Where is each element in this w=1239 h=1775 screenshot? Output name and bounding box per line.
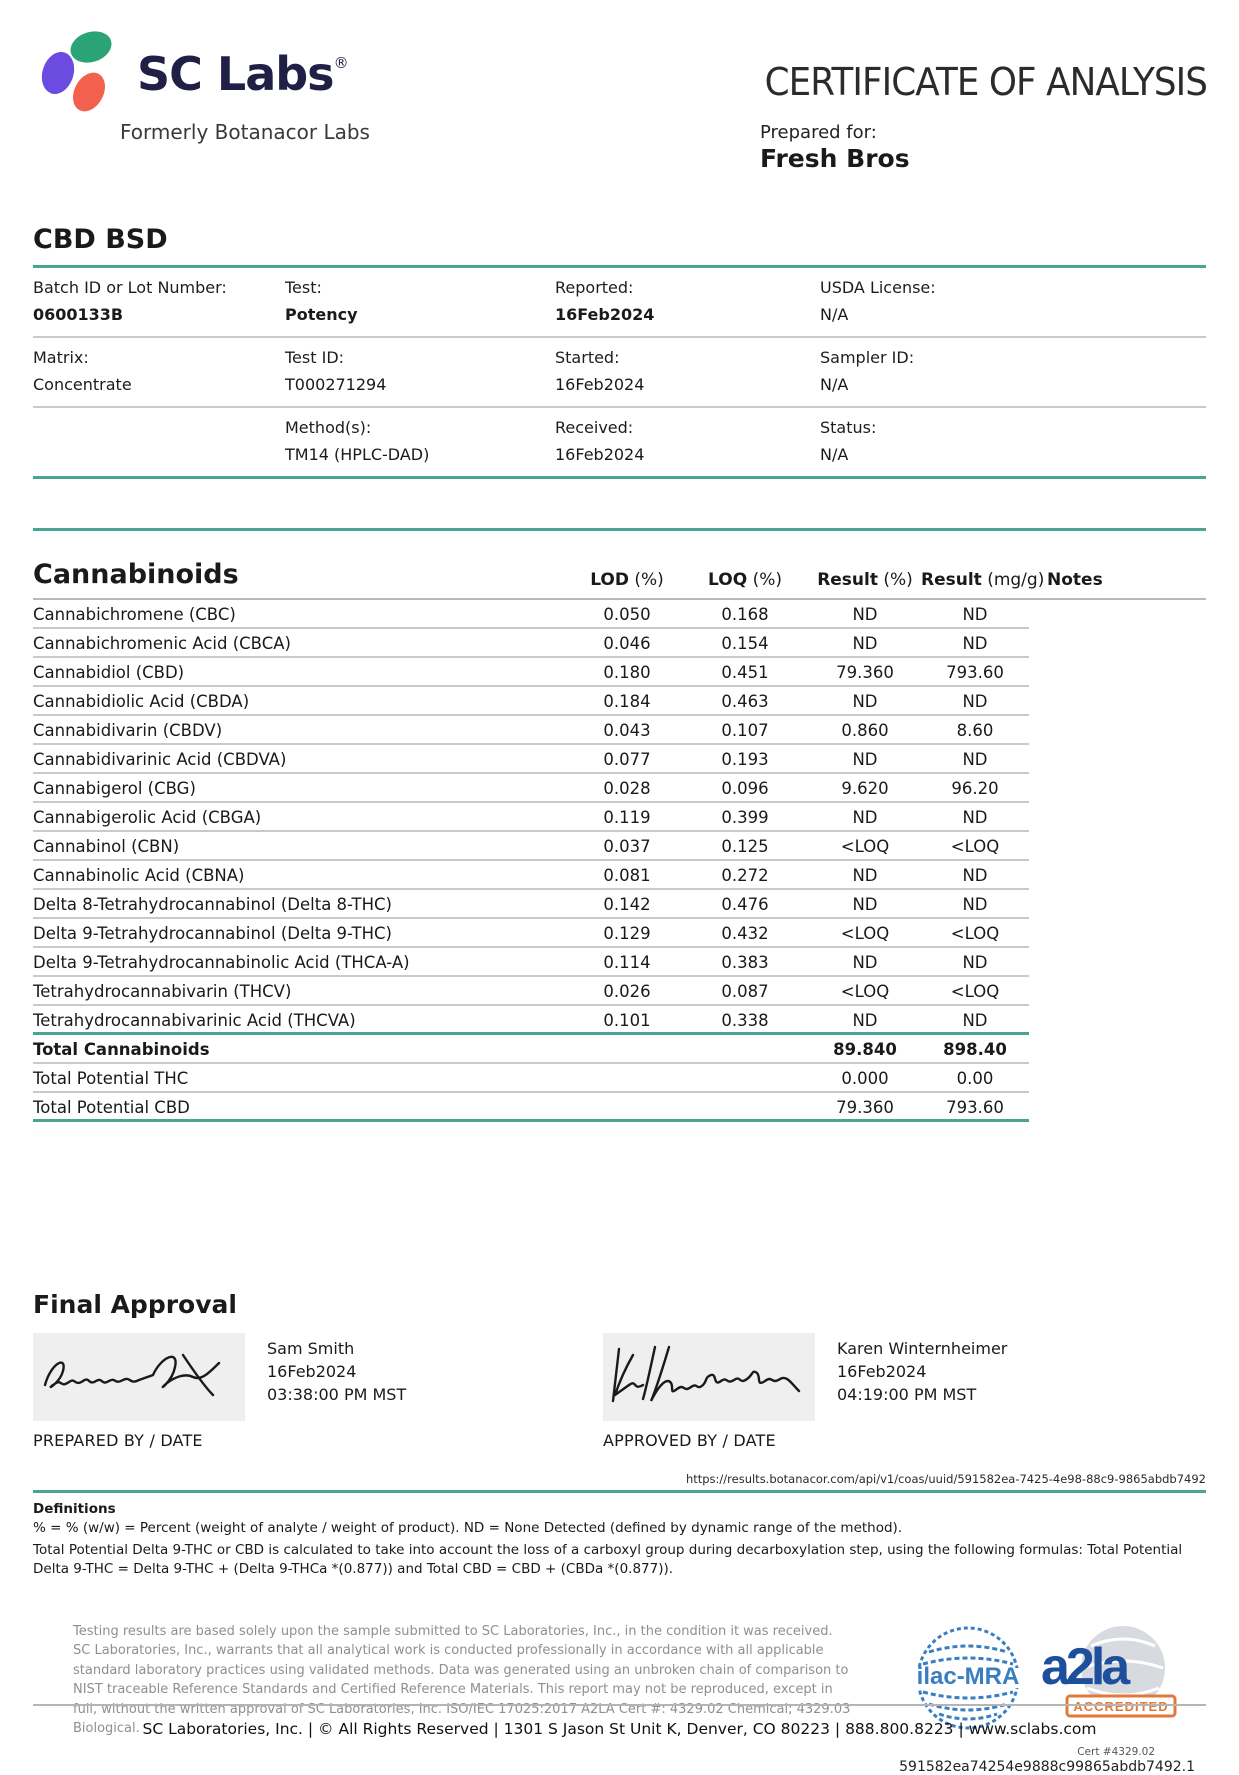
sample-info-cell: [820, 348, 1206, 394]
field-value: N/A: [820, 445, 849, 464]
field-label: Method(s):: [285, 418, 372, 437]
result-pct-value: ND: [852, 866, 878, 885]
result-mgg-value: 96.20: [951, 779, 999, 798]
cannabinoids-totals: [33, 1035, 1206, 1122]
analyte-name: Tetrahydrocannabivarinic Acid (THCVA): [33, 1011, 356, 1030]
prepared-by-block: [33, 1333, 603, 1421]
brand-tagline: Formerly Botanacor Labs: [120, 120, 370, 144]
prepared-for-label: Prepared for:: [760, 122, 877, 143]
svg-text:a2la: a2la: [1041, 1637, 1127, 1696]
lod-value: 0.050: [603, 605, 651, 624]
field-label: Batch ID or Lot Number:: [33, 278, 227, 297]
sample-info-cell: [555, 278, 820, 324]
analyte-name: Tetrahydrocannabivarin (THCV): [33, 982, 292, 1001]
analyte-row: [33, 745, 1206, 774]
analyte-row: [33, 948, 1206, 977]
approved-signature-image: [603, 1333, 815, 1421]
header: [33, 28, 1206, 206]
loq-value: 0.272: [721, 866, 769, 885]
approved-signer-name: Karen Winternheimer: [837, 1339, 1008, 1358]
loq-value: 0.432: [721, 924, 769, 943]
lod-value: 0.142: [603, 895, 651, 914]
definitions: [33, 1501, 1206, 1580]
analyte-row: [33, 658, 1206, 687]
field-label: Test ID:: [285, 348, 345, 367]
analyte-name: Delta 8-Tetrahydrocannabinol (Delta 8-THC): [33, 895, 392, 914]
analyte-row: [33, 600, 1206, 629]
brand-name: SC Labs®: [137, 47, 348, 101]
result-pct-value: ND: [852, 895, 878, 914]
sample-info-cell: [820, 418, 1206, 464]
definitions-line-2: Total Potential Delta 9-THC or CBD is calculated to take into account the loss of a carboxyl group during decarboxylation step, using the following formulas: Total Potential Delta 9-THC = Delta 9-THC + (Delta 9-THCa *(0.877)) and Total CBD = CBD + (CBDa *(0.877)).: [33, 1541, 1183, 1578]
result-pct-value: 79.360: [836, 663, 894, 682]
field-value: N/A: [820, 375, 849, 394]
cannabinoids-section: [33, 528, 1206, 1122]
loq-value: 0.096: [721, 779, 769, 798]
lod-value: 0.043: [603, 721, 651, 740]
field-value: 0600133B: [33, 305, 124, 324]
footer-text: SC Laboratories, Inc. | © All Rights Reserved | 1301 S Jason St Unit K, Denver, CO 80223 | 888.800.8223 | www.sclabs.com: [33, 1704, 1206, 1738]
cannabinoids-header-row: [33, 531, 1206, 600]
lod-value: 0.046: [603, 634, 651, 653]
result-mgg-value: <LOQ: [950, 924, 1000, 943]
sample-info-cell: [285, 418, 555, 464]
field-label: Received:: [555, 418, 634, 437]
definitions-title: Definitions: [33, 1501, 116, 1517]
analyte-row: [33, 832, 1206, 861]
loq-value: 0.154: [721, 634, 769, 653]
col-result-pct: Result (%): [817, 570, 913, 590]
prepared-sign-time: 03:38:00 PM MST: [267, 1385, 407, 1405]
loq-value: 0.125: [721, 837, 769, 856]
sample-info-cell: [285, 348, 555, 394]
result-mgg-value: ND: [962, 634, 988, 653]
brand-logo: [41, 30, 370, 144]
lod-value: 0.180: [603, 663, 651, 682]
result-pct-value: 89.840: [833, 1040, 897, 1059]
field-value: 16Feb2024: [555, 305, 655, 324]
disclaimer-text: Testing results are based solely upon the sample submitted to SC Laboratories, Inc., in the condition it was received. SC Laboratories, Inc., warrants that all analytical work is conducted professionally in accordance with all applicable standard laboratory practices using validated methods. Data was generated using an unbroken chain of comparison to NIST traceable Reference Standards and Certified Reference Materials. This report may not be reproduced, except in full, without the written approval of SC Laboratories, Inc. ISO/IEC 17025:2017 A2LA Cert #: 4329.02 Chemical; 4329.03 Biological.: [73, 1623, 851, 1737]
result-mgg-value: ND: [962, 692, 988, 711]
analyte-row: [33, 687, 1206, 716]
disclaimer-section: [33, 1622, 1206, 1775]
sample-info-cell: [555, 418, 820, 464]
sample-info-cell: [33, 278, 285, 324]
analyte-row: [33, 629, 1206, 658]
col-notes: Notes: [1047, 570, 1103, 590]
result-mgg-value: ND: [962, 895, 988, 914]
analyte-row: [33, 919, 1206, 948]
final-approval-title: Final Approval: [33, 1290, 237, 1319]
field-label: Status:: [820, 418, 877, 437]
lod-value: 0.129: [603, 924, 651, 943]
analyte-row: [33, 716, 1206, 745]
sample-info-row: [33, 408, 1206, 476]
section-divider: [33, 1490, 1206, 1493]
total-row: [33, 1035, 1206, 1064]
lod-value: 0.184: [603, 692, 651, 711]
loq-value: 0.087: [721, 982, 769, 1001]
analyte-name: Cannabigerolic Acid (CBGA): [33, 808, 262, 827]
analyte-name: Cannabidiolic Acid (CBDA): [33, 692, 250, 711]
lod-value: 0.037: [603, 837, 651, 856]
client-name: Fresh Bros: [760, 144, 910, 173]
result-pct-value: 79.360: [836, 1098, 894, 1117]
loq-value: 0.476: [721, 895, 769, 914]
cannabinoids-rows: [33, 600, 1206, 1035]
lod-value: 0.077: [603, 750, 651, 769]
result-pct-value: ND: [852, 692, 878, 711]
accreditation-badges: [895, 1622, 1195, 1775]
svg-text:ACCREDITED: ACCREDITED: [1073, 1698, 1169, 1714]
coa-url-link[interactable]: https://results.botanacor.com/api/v1/coas/uuid/591582ea-7425-4e98-88c9-9865abdb7492: [685, 1472, 1206, 1486]
sample-info-cell: [555, 348, 820, 394]
total-label: Total Potential CBD: [33, 1098, 190, 1117]
result-mgg-value: 8.60: [956, 721, 994, 740]
result-mgg-value: ND: [962, 1011, 988, 1030]
definitions-line-1: % = % (w/w) = Percent (weight of analyte / weight of product). ND = None Detected (defined by dynamic range of the method).: [33, 1520, 903, 1536]
sample-info-cell: [33, 418, 285, 464]
approved-by-block: [603, 1333, 1173, 1421]
loq-value: 0.463: [721, 692, 769, 711]
result-mgg-value: ND: [962, 750, 988, 769]
prepared-signer-name: Sam Smith: [267, 1339, 355, 1358]
sclabs-logo-icon: [41, 30, 123, 118]
analyte-name: Cannabidiol (CBD): [33, 663, 185, 682]
analyte-row: [33, 774, 1206, 803]
total-row: [33, 1093, 1206, 1122]
field-label: Matrix:: [33, 348, 89, 367]
total-label: Total Cannabinoids: [33, 1040, 210, 1059]
loq-value: 0.193: [721, 750, 769, 769]
field-label: USDA License:: [820, 278, 936, 297]
result-mgg-value: 898.40: [943, 1040, 1007, 1059]
analyte-row: [33, 861, 1206, 890]
result-pct-value: ND: [852, 605, 878, 624]
loq-value: 0.107: [721, 721, 769, 740]
field-value: T000271294: [285, 375, 387, 394]
sample-title: CBD BSD: [33, 224, 168, 255]
result-mgg-value: 793.60: [946, 1098, 1004, 1117]
loq-value: 0.399: [721, 808, 769, 827]
report-hash: 591582ea74254e9888c99865abdb7492.1: [899, 1758, 1195, 1775]
cannabinoids-title: Cannabinoids: [33, 559, 239, 590]
field-label: Test:: [285, 278, 322, 297]
lod-value: 0.101: [603, 1011, 651, 1030]
lod-value: 0.119: [603, 808, 651, 827]
col-loq: LOQ (%): [708, 570, 782, 590]
result-mgg-value: 793.60: [946, 663, 1004, 682]
lod-value: 0.028: [603, 779, 651, 798]
sample-info-row: [33, 338, 1206, 408]
result-mgg-value: ND: [962, 808, 988, 827]
result-pct-value: <LOQ: [840, 982, 890, 1001]
loq-value: 0.168: [721, 605, 769, 624]
registered-mark: ®: [333, 54, 348, 72]
analyte-name: Cannabichromenic Acid (CBCA): [33, 634, 291, 653]
analyte-name: Cannabidivarin (CBDV): [33, 721, 223, 740]
field-label: Reported:: [555, 278, 634, 297]
analyte-name: Cannabinolic Acid (CBNA): [33, 866, 245, 885]
col-lod: LOD (%): [590, 570, 664, 590]
field-value: TM14 (HPLC-DAD): [285, 445, 430, 464]
analyte-name: Cannabinol (CBN): [33, 837, 180, 856]
analyte-row: [33, 803, 1206, 832]
loq-value: 0.383: [721, 953, 769, 972]
analyte-row: [33, 977, 1206, 1006]
svg-text:ilac-MRA: ilac-MRA: [916, 1662, 1020, 1690]
loq-value: 0.451: [721, 663, 769, 682]
result-pct-value: ND: [852, 808, 878, 827]
result-pct-value: 0.860: [841, 721, 889, 740]
result-pct-value: ND: [852, 1011, 878, 1030]
sample-info-cell: [820, 278, 1206, 324]
result-mgg-value: ND: [962, 953, 988, 972]
analyte-name: Cannabigerol (CBG): [33, 779, 196, 798]
sample-info-grid: [33, 265, 1206, 479]
total-row: [33, 1064, 1206, 1093]
analyte-name: Delta 9-Tetrahydrocannabinol (Delta 9-THC): [33, 924, 392, 943]
analyte-name: Delta 9-Tetrahydrocannabinolic Acid (THCA-A): [33, 953, 410, 972]
lod-value: 0.114: [603, 953, 651, 972]
approved-by-label: APPROVED BY / DATE: [603, 1431, 776, 1450]
field-value: Concentrate: [33, 375, 132, 394]
field-value: 16Feb2024: [555, 445, 645, 464]
lod-value: 0.026: [603, 982, 651, 1001]
signature-row: [33, 1333, 1206, 1421]
field-label: Sampler ID:: [820, 348, 915, 367]
result-pct-value: ND: [852, 634, 878, 653]
lod-value: 0.081: [603, 866, 651, 885]
field-value: Potency: [285, 305, 358, 324]
sample-info-cell: [285, 278, 555, 324]
result-mgg-value: 0.00: [956, 1069, 994, 1088]
prepared-by-label: PREPARED BY / DATE: [33, 1431, 203, 1450]
field-label: Started:: [555, 348, 620, 367]
cert-number: Cert #4329.02: [1077, 1745, 1155, 1758]
prepared-signature-image: [33, 1333, 245, 1421]
analyte-name: Cannabidivarinic Acid (CBDVA): [33, 750, 287, 769]
approved-sign-date: 16Feb2024: [837, 1362, 927, 1382]
field-value: 16Feb2024: [555, 375, 645, 394]
field-value: N/A: [820, 305, 849, 324]
result-mgg-value: ND: [962, 866, 988, 885]
prepared-sign-date: 16Feb2024: [267, 1362, 357, 1382]
total-label: Total Potential THC: [33, 1069, 189, 1088]
result-mgg-value: ND: [962, 605, 988, 624]
result-mgg-value: <LOQ: [950, 837, 1000, 856]
analyte-name: Cannabichromene (CBC): [33, 605, 236, 624]
result-pct-value: <LOQ: [840, 924, 890, 943]
sample-info-cell: [33, 348, 285, 394]
approved-sign-time: 04:19:00 PM MST: [837, 1385, 977, 1405]
result-pct-value: 9.620: [841, 779, 889, 798]
coa-title: CERTIFICATE OF ANALYSIS: [764, 60, 1207, 104]
col-result-mgg: Result (mg/g): [921, 570, 1045, 590]
signature-roles-row: [33, 1421, 1206, 1450]
result-mgg-value: <LOQ: [950, 982, 1000, 1001]
result-pct-value: 0.000: [841, 1069, 889, 1088]
result-pct-value: <LOQ: [840, 837, 890, 856]
sample-info-row: [33, 268, 1206, 338]
analyte-row: [33, 1006, 1206, 1035]
analyte-row: [33, 890, 1206, 919]
result-pct-value: ND: [852, 953, 878, 972]
result-pct-value: ND: [852, 750, 878, 769]
loq-value: 0.338: [721, 1011, 769, 1030]
